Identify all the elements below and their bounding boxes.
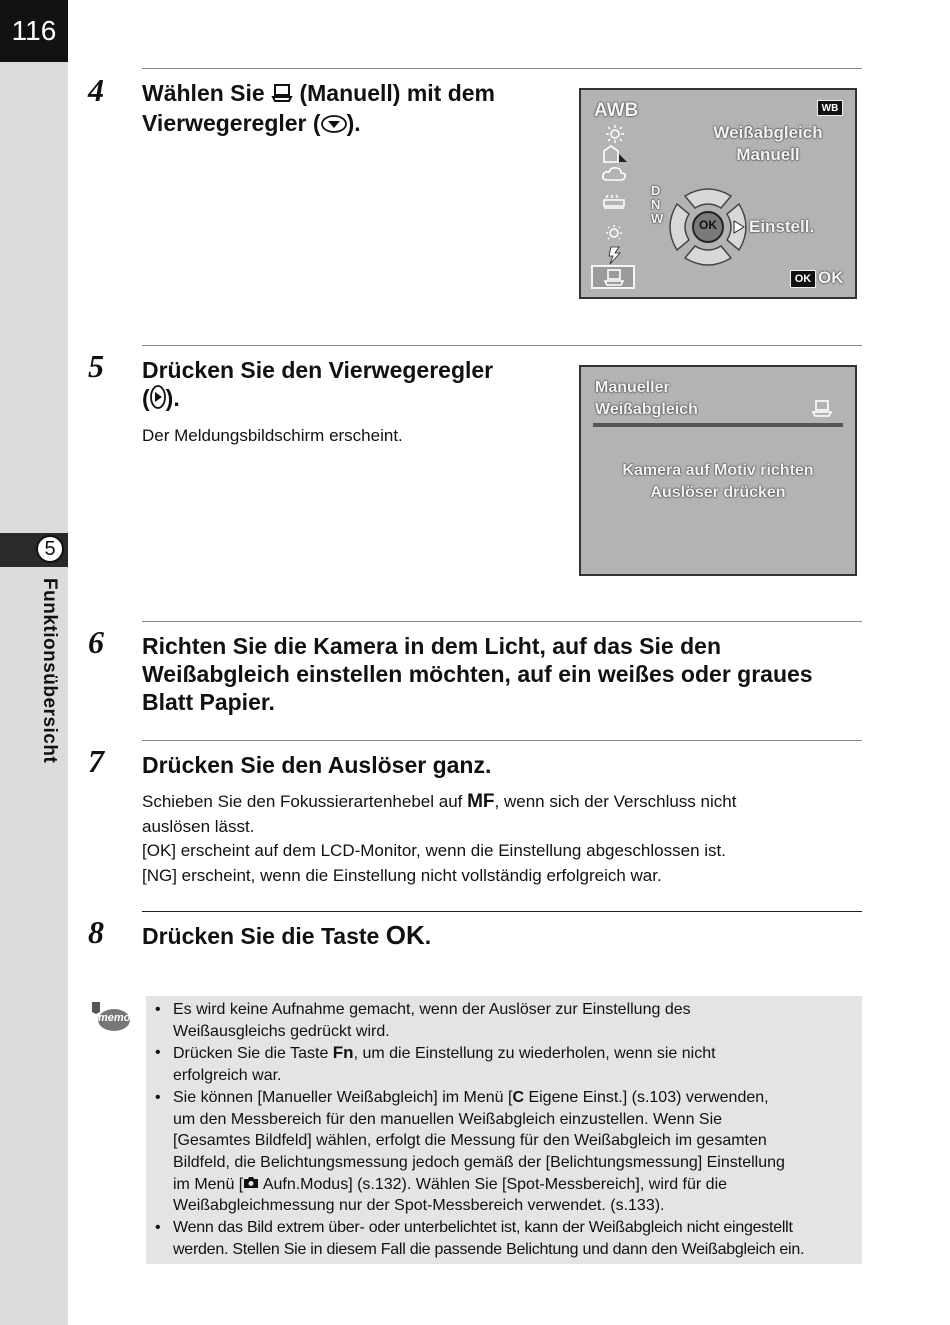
screen-line1: Weißabgleich [713, 123, 823, 142]
screen2-title1: Manueller [595, 379, 670, 396]
memo-item [155, 1087, 857, 1217]
four-way-down-icon [321, 111, 347, 139]
divider [142, 740, 862, 741]
screen2-message1: Kamera auf Motiv richten [622, 462, 814, 479]
lcd-screen-message [579, 365, 857, 576]
divider [142, 911, 862, 912]
ok-badge: OK [790, 270, 816, 288]
ok-label: OK [818, 268, 844, 287]
manual-wb-icon [811, 400, 833, 418]
fluorescent-type-d: D [651, 183, 661, 198]
memo-text: , um die Einstellung zu wiederholen, wenn sie nicht [353, 1045, 716, 1063]
step-body [142, 790, 736, 888]
custom-menu-icon: C [512, 1088, 524, 1106]
memo-text: im Menü [ [173, 1175, 244, 1193]
title-line: Weißabgleich einstellen möchten, auf ein weißes oder graues [142, 661, 813, 687]
step-title: Drücken Sie den Auslöser ganz. [142, 752, 492, 778]
einstell-label: Einstell. [749, 217, 815, 236]
title-text: Vierwegeregler ( [142, 109, 321, 136]
wb-badge: WB [817, 100, 843, 116]
tungsten-icon [601, 224, 629, 244]
memo-item [155, 1042, 857, 1086]
lcd-screen-wb-manual [579, 88, 857, 299]
body-text: Schieben Sie den Fokussierartenhebel auf [142, 792, 468, 811]
divider [142, 68, 862, 69]
title-text: ). [165, 385, 180, 411]
title-text: . [424, 923, 432, 949]
screen2-message2: Auslöser drücken [650, 484, 786, 501]
fluorescent-type-n: N [651, 197, 661, 212]
ok-center-label: OK [699, 218, 717, 232]
step-title [142, 632, 813, 716]
memo-line: • Es wird keine Aufnahme gemacht, wenn der Auslöser zur Einstellung des [173, 1001, 691, 1018]
manual-wb-icon [603, 269, 625, 287]
memo-text: Sie können [Manueller Weißabgleich] im Menü [ [173, 1088, 513, 1106]
title-text: Wählen Sie [142, 80, 272, 106]
memo-line: um den Messbereich für den manuellen Weißabgleich einzustellen. Wenn Sie [173, 1110, 723, 1128]
chapter-title: Funktionsübersicht [39, 578, 60, 764]
body-line: [OK] erscheint auf dem LCD-Monitor, wenn die Einstellung abgeschlossen ist. [142, 841, 726, 860]
cloud-icon [601, 164, 629, 184]
memo-item [155, 999, 857, 1042]
memo-line: [Gesamtes Bildfeld] wählen, erfolgt die Messung für den Weißabgleich im gesamten [173, 1132, 767, 1150]
memo-line: Weißausgleichs gedrückt wird. [173, 1022, 390, 1040]
step-title [142, 356, 493, 415]
page-number: 116 [0, 0, 68, 62]
title-underline [593, 423, 843, 427]
step-number: 6 [88, 624, 104, 660]
title-text: ). [346, 109, 361, 136]
step-number: 8 [88, 914, 104, 950]
title-line: Richten Sie die Kamera in dem Licht, auf das Sie den [142, 633, 721, 659]
memo-icon-label: memo [98, 1012, 131, 1024]
memo-list [155, 999, 857, 1261]
screen-line2: Manuell [736, 145, 800, 164]
step-body: Der Meldungsbildschirm erscheint. [142, 426, 403, 445]
shade-icon [601, 144, 629, 164]
divider [142, 345, 862, 346]
step-number: 4 [88, 72, 104, 108]
right-arrow-icon [733, 220, 745, 234]
memo-text: Aufn.Modus] (s.132). Wählen Sie [Spot-Messbereich], wird für die [259, 1175, 728, 1193]
fluorescent-type-w: W [651, 211, 664, 226]
fluorescent-icon [601, 194, 629, 214]
memo-icon [90, 1000, 132, 1034]
memo-text: Drücken Sie die Taste [173, 1045, 333, 1063]
body-line: [NG] erscheint, wenn die Einstellung nicht vollständig erfolgreich war. [142, 865, 662, 885]
manual-wb-icon [271, 81, 293, 109]
memo-line: werden. Stellen Sie in diesem Fall die passende Belichtung und dann den Weißabgleich ein. [173, 1240, 805, 1258]
four-way-right-icon [150, 385, 166, 415]
ok-button-symbol: OK [385, 920, 425, 950]
step-number: 5 [88, 348, 104, 384]
camera-icon [243, 1174, 259, 1196]
memo-line: Weißabgleichmessung nur der Spot-Messbereich verwendet. (s.133). [173, 1197, 665, 1215]
title-text: Drücken Sie den Vierwegeregler [142, 357, 494, 383]
title-line: Blatt Papier. [142, 689, 275, 715]
memo-line: erfolgreich war. [173, 1067, 282, 1085]
sun-icon [603, 124, 627, 144]
fn-button-symbol: Fn [332, 1043, 354, 1063]
memo-item [155, 1217, 857, 1260]
memo-text: Eigene Einst.] (s.103) verwenden, [524, 1088, 769, 1106]
divider [142, 621, 862, 622]
title-text: (Manuell) mit dem [293, 80, 495, 106]
screen2-title2: Weißabgleich [595, 401, 698, 418]
awb-label: AWB [594, 100, 639, 121]
flash-icon [603, 245, 627, 265]
memo-line: Bildfeld, die Belichtungsmessung jedoch gemäß der [Belichtungsmessung] Einstellung [173, 1153, 785, 1171]
body-line: auslösen lässt. [142, 816, 255, 836]
step-title [142, 79, 495, 139]
step-title [142, 921, 431, 950]
title-text: Drücken Sie die Taste [142, 923, 386, 949]
memo-line: • Wenn das Bild extrem über- oder unterbelichtet ist, kann der Weißabgleich nicht eingestellt [173, 1219, 793, 1237]
chapter-number: 5 [36, 535, 64, 563]
title-text: ( [142, 385, 150, 411]
step-number: 7 [88, 743, 104, 779]
body-text: , wenn sich der Verschluss nicht [494, 792, 737, 811]
manual-wb-selected [591, 265, 635, 289]
mf-symbol: MF [467, 791, 495, 812]
